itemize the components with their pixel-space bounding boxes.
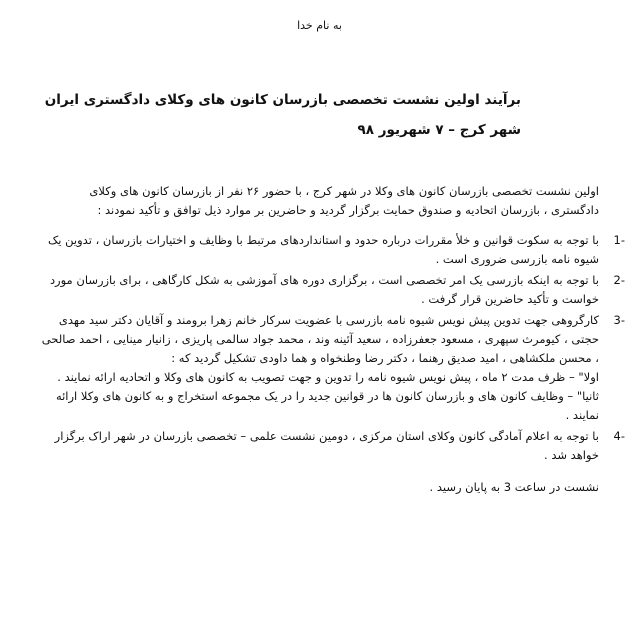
item-number: 2- (613, 273, 625, 287)
list-item (39, 427, 625, 465)
item-number: 3- (613, 313, 625, 327)
item-text: کارگروهی جهت تدوین پیش نویس شیوه نامه بازرسی با عضویت سرکار خانم زهرا برومند و آقایان دکتر سید مهدی حجتی ، کیومرث سپهری ، مسعود جعفرزاده ، سعید آئینه وند ، محمد جواد سالمی پاریزی ، زانیار مینایی ، احمد صالحی ، محسن ملکشاهی ، امید صدیق رهنما ، دکتر رضا وطنخواه و هما داودی تشکیل گردید که : (41, 313, 599, 365)
item-text: با توجه به اینکه بازرسی یک امر تخصصی است ، برگزاری دوره های آموزشی به شکل کارگاهی ، برای بازرسان مورد خواست و تأکید حاضرین قرار گرفت . (49, 273, 599, 306)
list-item (39, 271, 625, 309)
closing-line: نشست در ساعت 3 به پایان رسید . (429, 480, 599, 494)
document-subtitle: شهر کرج – ۷ شهریور ۹۸ (357, 122, 521, 138)
list-item (39, 311, 625, 425)
item-text: با توجه به سکوت قوانین و خلأ مقررات درباره حدود و استانداردهای مرتبط با وظایف و اختیارات بازرسان ، تدوین یک شیوه نامه بازرسی ضروری است . (48, 233, 599, 266)
item-text: با توجه به اعلام آمادگی کانون وکلای استان مرکزی ، دومین نشست علمی – تخصصی بازرسان در شهر اراک برگزار خواهد شد . (54, 429, 599, 462)
sub-item-first: اولا" – ظرف مدت ۲ ماه ، پیش نویس شیوه نامه را تدوین و جهت تصویب به کانون های وکلا و اتحادیه ارائه نمایند . (57, 370, 599, 384)
document-body (39, 182, 625, 497)
item-number: 4- (613, 429, 625, 443)
item-number: 1- (613, 233, 625, 247)
intro-paragraph: اولین نشست تخصصی بازرسان کانون های وکلا در شهر کرج ، با حضور ۲۶ نفر از بازرسان کانون های وکلای دادگستری ، بازرسان اتحادیه و صندوق حمایت برگزار گردید و حاضرین بر موارد ذیل توافق و تأکید نمودند : (89, 184, 599, 217)
basmala: به نام خدا (297, 19, 342, 32)
sub-item-second: ثانیا" – وظایف کانون های و بازرسان کانون ها در قوانین جدید را در یک مجموعه استخراج و به کانون های وکلا ارائه نمایند . (55, 389, 599, 422)
list-item (39, 231, 625, 269)
document-title: برآیند اولین نشست تخصصی بازرسان کانون های وکلای دادگستری ایران (44, 92, 521, 108)
